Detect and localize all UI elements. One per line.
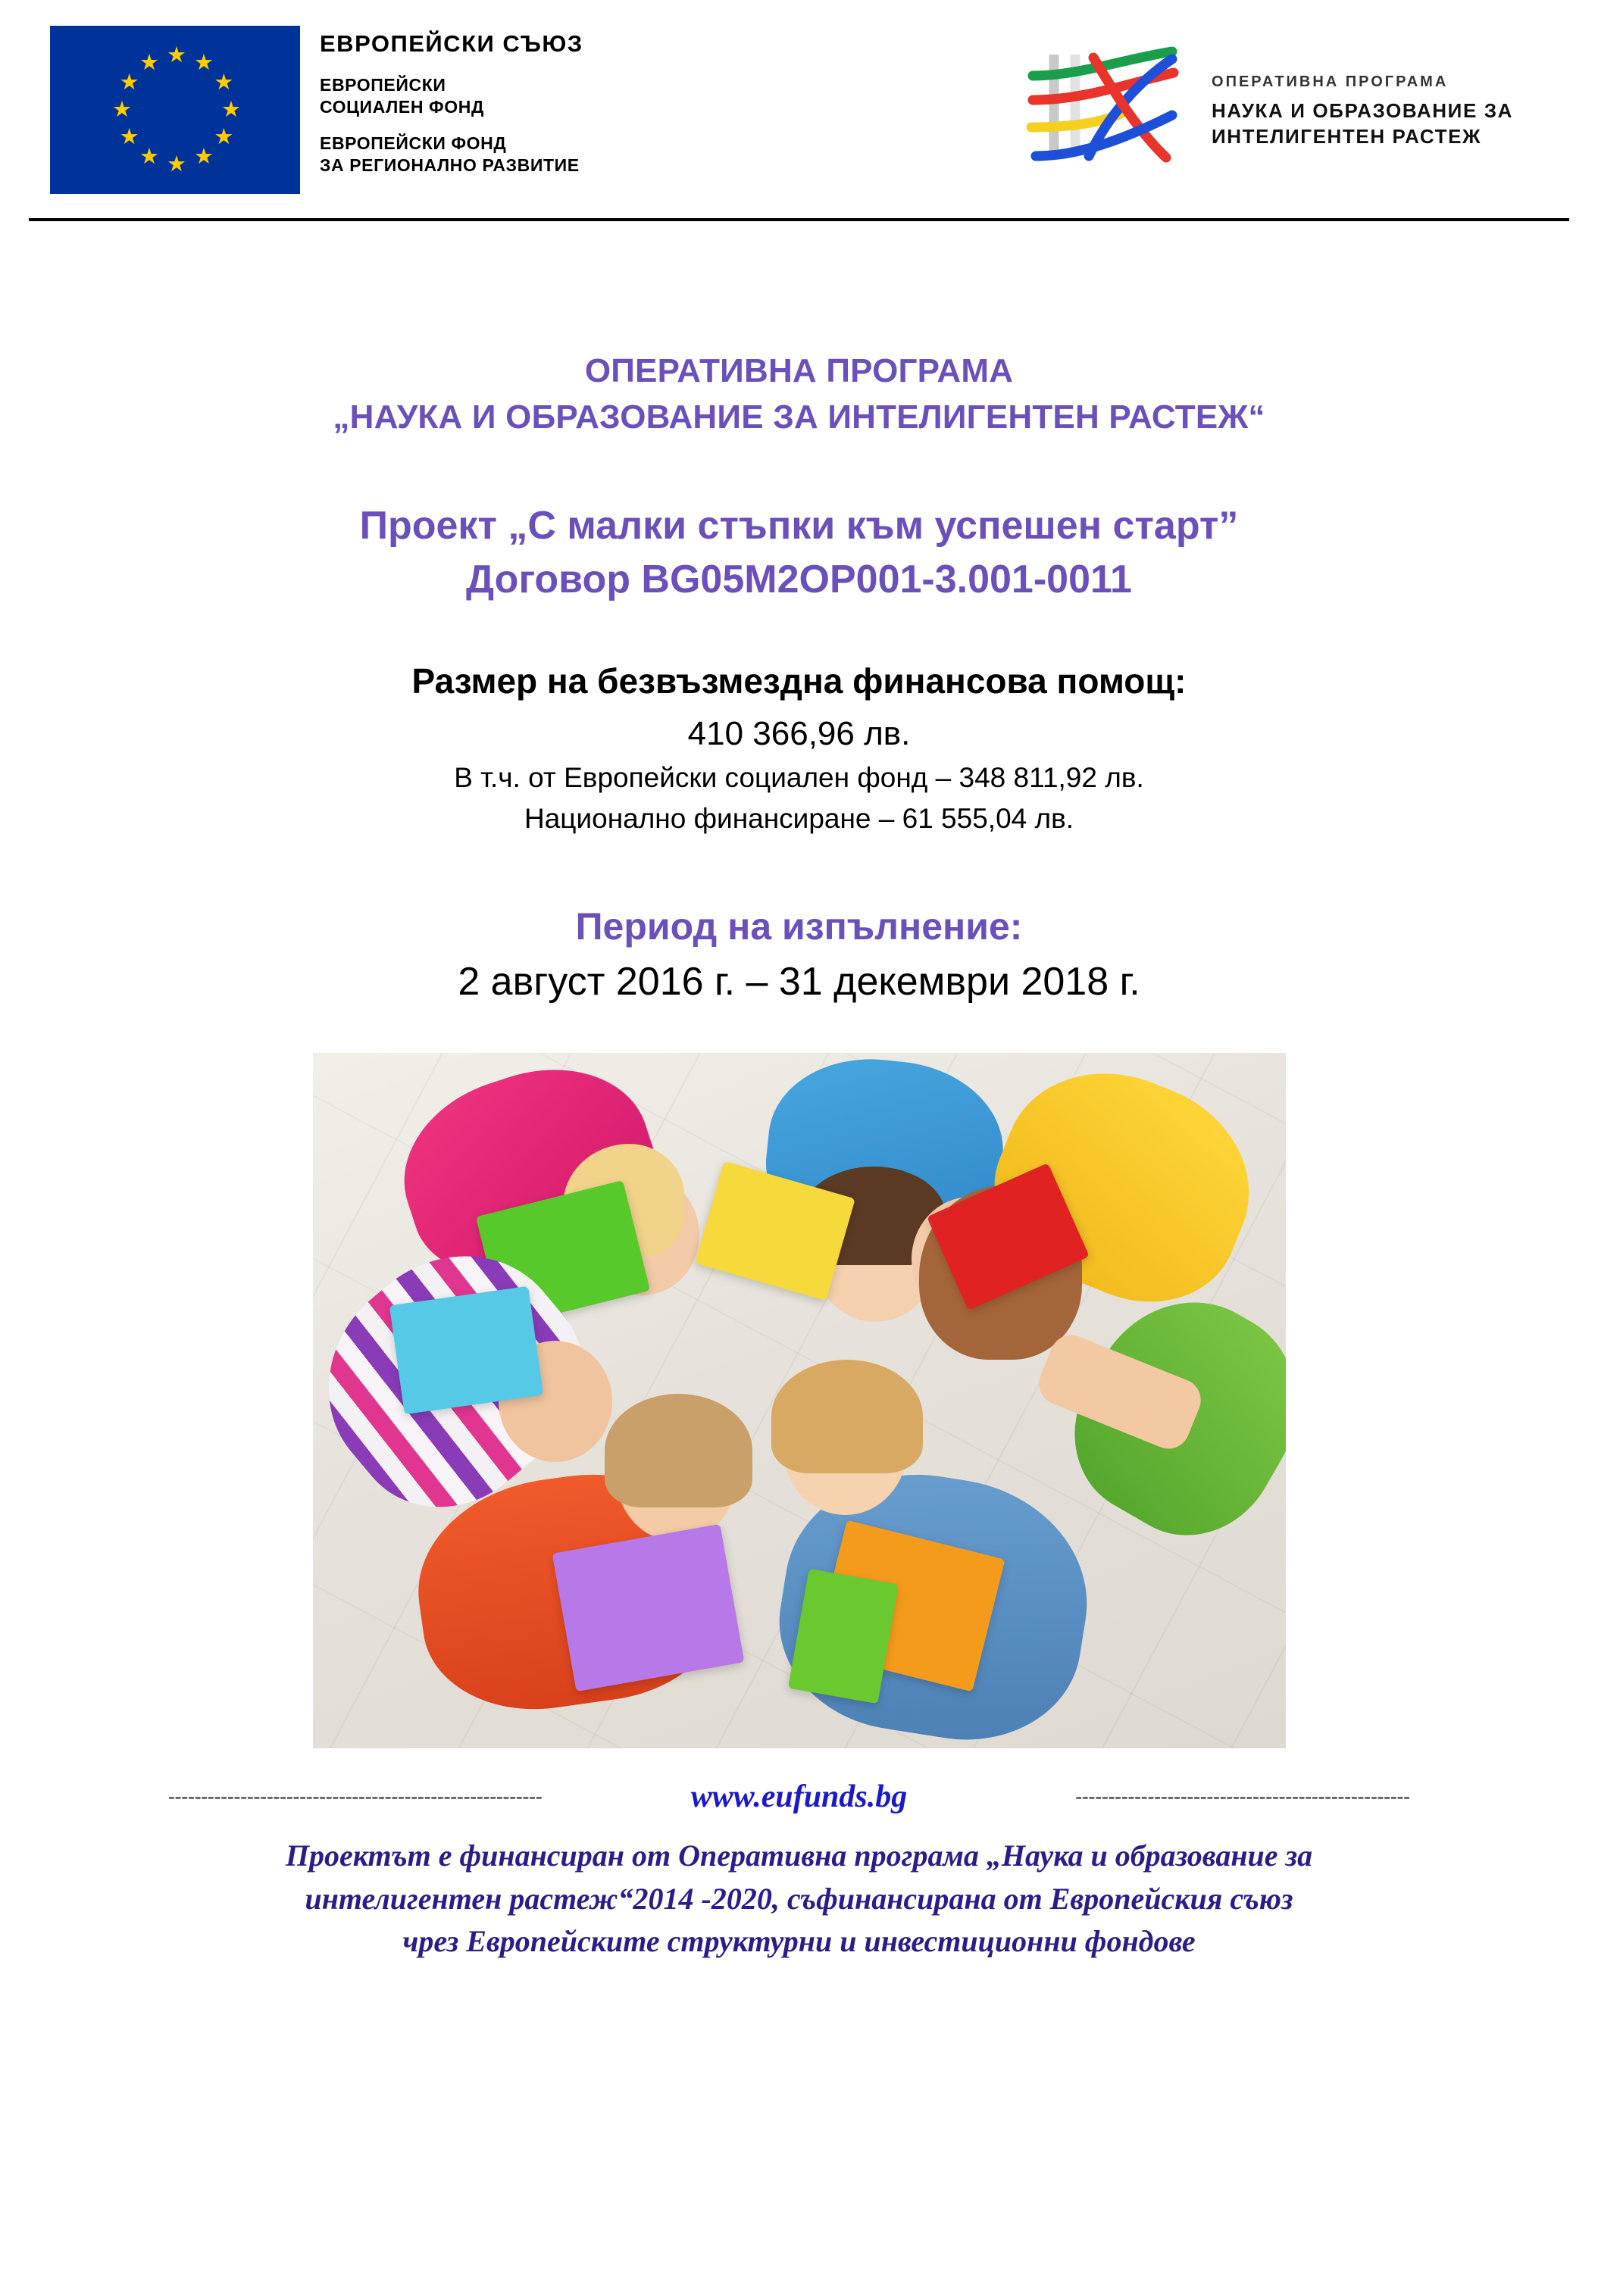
op-logo-text <box>1212 72 1513 150</box>
program-heading <box>61 348 1537 440</box>
eu-esf-line1: ЕВРОПЕЙСКИ <box>320 75 446 95</box>
eu-title: ЕВРОПЕЙСКИ СЪЮЗ <box>320 30 583 57</box>
eu-erdf-line2: ЗА РЕГИОНАЛНО РАЗВИТИЕ <box>320 155 580 176</box>
footer-dashes-left: --------------------------------------------------------- <box>168 1785 543 1807</box>
op-logo-small-label: ОПЕРАТИВНА ПРОГРАМА <box>1212 73 1449 90</box>
eu-logo-block <box>50 26 583 194</box>
eufunds-link[interactable]: www.eufunds.bg <box>690 1779 908 1814</box>
op-logo-big-label-line1: НАУКА И ОБРАЗОВАНИЕ ЗА <box>1212 98 1513 122</box>
period-title: Период на изпълнение: <box>575 904 1023 948</box>
contract-number: Договор BG05M2OP001-3.001-0011 <box>466 557 1132 601</box>
photo-child-coral-hair <box>605 1394 752 1507</box>
grant-national-amount: Национално финансиране – 61 555,04 лв. <box>524 802 1074 834</box>
document-footer <box>0 1779 1598 1963</box>
footer-note-line2: интелигентен растеж“2014 -2020, съфинансирана от Европейския съюз <box>305 1881 1293 1916</box>
project-heading <box>61 499 1537 605</box>
eu-flag-icon: ★ ★ ★ ★ ★ ★ ★ ★ ★ ★ ★ ★ <box>50 26 300 194</box>
grant-title: Размер на безвъзмездна финансова помощ: <box>411 661 1187 701</box>
op-program-mark-icon <box>1010 42 1192 179</box>
period-value: 2 август 2016 г. – 31 декември 2018 г. <box>458 959 1140 1004</box>
photo-book-violet <box>552 1524 744 1692</box>
children-photo <box>313 1053 1286 1748</box>
footer-dashes-right: --------------------------------------------------- <box>1075 1785 1410 1807</box>
footer-site-row <box>30 1779 1568 1815</box>
photo-child-denim-hair <box>771 1360 923 1473</box>
grant-esf-amount: В т.ч. от Европейски социален фонд – 348 811,92 лв. <box>454 761 1144 793</box>
program-heading-line2: „НАУКА И ОБРАЗОВАНИЕ ЗА ИНТЕЛИГЕНТЕН РАСТЕЖ“ <box>333 398 1265 436</box>
op-logo-block <box>1010 26 1513 179</box>
footer-note-line1: Проектът е финансиран от Оперативна програма „Наука и образование за <box>285 1838 1313 1873</box>
eu-esf-line2: СОЦИАЛЕН ФОНД <box>320 97 484 117</box>
document-header <box>0 0 1598 220</box>
footer-note-line3: чрез Европейските структурни и инвестиционни фондове <box>402 1924 1196 1959</box>
eu-esf-label <box>320 74 583 119</box>
photo-book-lightblue <box>389 1286 543 1414</box>
eu-erdf-label <box>320 133 583 177</box>
op-logo-big-label-line2: ИНТЕЛИГЕНТЕН РАСТЕЖ <box>1212 124 1482 148</box>
program-heading-line1: ОПЕРАТИВНА ПРОГРАМА <box>584 352 1014 389</box>
header-divider <box>29 218 1569 221</box>
eu-erdf-line1: ЕВРОПЕЙСКИ ФОНД <box>320 133 507 153</box>
project-name: Проект „С малки стъпки към успешен старт” <box>359 504 1239 548</box>
eu-logo-text <box>320 26 583 191</box>
grant-amount: 410 366,96 лв. <box>687 714 911 752</box>
footer-funding-note <box>30 1835 1568 1963</box>
document-body <box>0 348 1598 1748</box>
